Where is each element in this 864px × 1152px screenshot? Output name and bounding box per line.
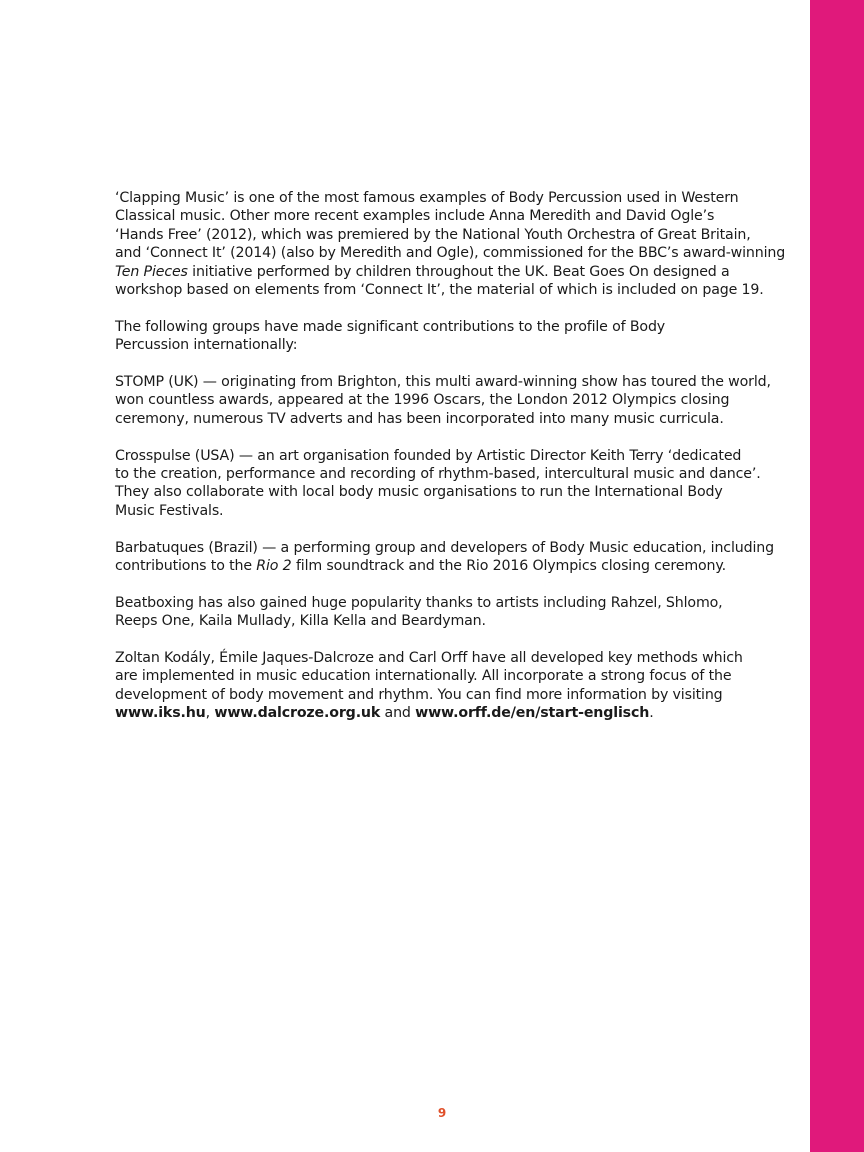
text-line: workshop based on elements from ‘Connect It’, the material of which is included on page 19. — [115, 282, 764, 299]
text-line: development of body movement and rhythm. You can find more information by visiting — [115, 686, 723, 703]
paragraph-crosspulse — [115, 447, 761, 521]
paragraph-barbatuques — [115, 539, 774, 576]
text-fragment: film soundtrack and the Rio 2016 Olympics closing ceremony. — [291, 558, 726, 575]
text-line — [115, 263, 735, 281]
text-line: Zoltan Kodály, Émile Jaques-Dalcroze and Carl Orff have all developed key methods which — [115, 650, 743, 667]
text-line: Classical music. Other more recent examples include Anna Meredith and David Ogle’s — [115, 208, 715, 225]
link-orff[interactable]: www.orff.de/en/start-englisch — [415, 705, 650, 722]
page-number: 9 — [437, 1106, 447, 1120]
text-line: ‘Hands Free’ (2012), which was premiered by the National Youth Orchestra of Great Britain, — [115, 226, 751, 243]
paragraph-clapping-music — [115, 189, 786, 299]
body-text — [115, 189, 786, 741]
paragraph-groups-intro — [115, 318, 735, 355]
text-line: Music Festivals. — [115, 502, 224, 519]
text-line: Beatboxing has also gained huge popularity thanks to artists including Rahzel, Shlomo, — [115, 594, 723, 611]
link-iks[interactable]: www.iks.hu — [115, 705, 206, 722]
text-fragment: and — [380, 705, 416, 722]
text-line: and ‘Connect It’ (2014) (also by Meredith and Ogle), commissioned for the BBC’s award-winning — [115, 245, 786, 262]
text-line: Reeps One, Kaila Mullady, Killa Kella and Beardyman. — [115, 613, 486, 630]
text-line: The following groups have made significant contributions to the profile of Body — [115, 318, 666, 335]
paragraph-stomp — [115, 373, 771, 428]
text-fragment: initiative performed by children throughout the UK. Beat Goes On designed a — [187, 263, 730, 280]
text-line: ceremony, numerous TV adverts and has been incorporated into many music curricula. — [115, 410, 724, 427]
text-line: Percussion internationally: — [115, 337, 298, 354]
text-line: They also collaborate with local body music organisations to run the International Body — [115, 484, 723, 501]
text-line — [115, 557, 735, 575]
italic-title: Rio 2 — [256, 558, 292, 575]
text-line: won countless awards, appeared at the 1996 Oscars, the London 2012 Olympics closing — [115, 392, 730, 409]
link-dalcroze[interactable]: www.dalcroze.org.uk — [214, 705, 381, 722]
text-line: STOMP (UK) — originating from Brighton, this multi award-winning show has toured the world, — [115, 374, 771, 391]
text-line — [115, 704, 735, 722]
paragraph-methods — [115, 649, 743, 723]
text-line: ‘Clapping Music’ is one of the most famous examples of Body Percussion used in Western — [115, 190, 739, 206]
text-fragment: . — [649, 705, 654, 722]
text-line: to the creation, performance and recording of rhythm-based, intercultural music and dance’. — [115, 466, 761, 483]
text-line: are implemented in music education internationally. All incorporate a strong focus of the — [115, 668, 732, 685]
text-line: Crosspulse (USA) — an art organisation founded by Artistic Director Keith Terry ‘dedicated — [115, 447, 742, 464]
text-line: Barbatuques (Brazil) — a performing group and developers of Body Music education, including — [115, 539, 774, 556]
italic-title: Ten Pieces — [115, 263, 188, 280]
text-fragment: contributions to the — [115, 558, 257, 575]
accent-side-bar — [810, 0, 864, 1152]
text-fragment: , — [205, 705, 215, 722]
paragraph-beatboxing — [115, 594, 735, 631]
